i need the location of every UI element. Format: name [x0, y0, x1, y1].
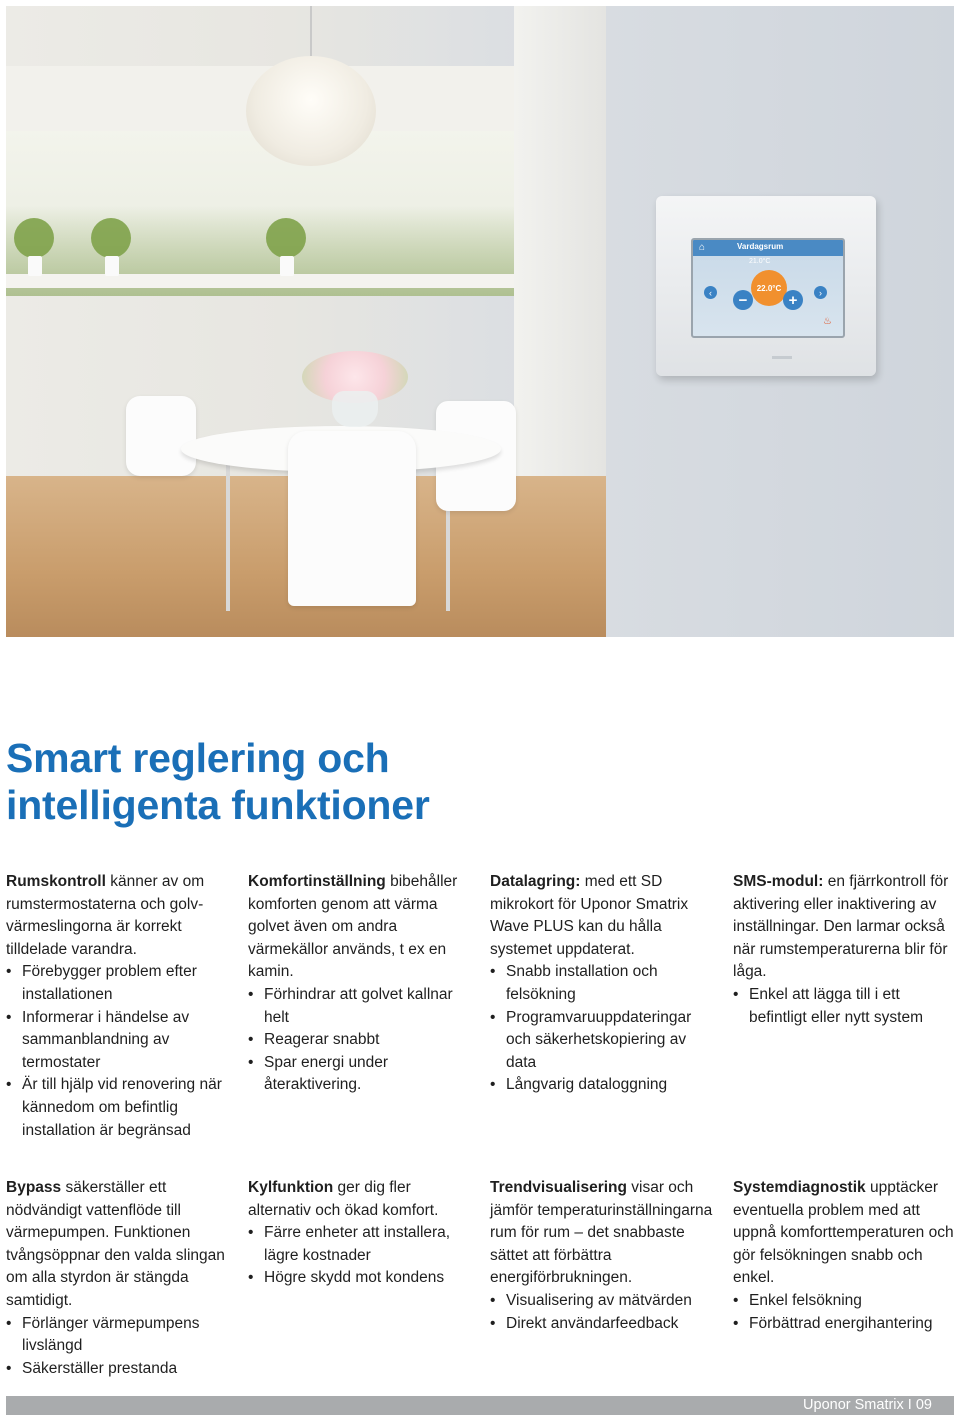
list-item: • Visualisering av mätvärden	[490, 1290, 715, 1313]
list-item: • Färre enheter att installera, lägre kostnader	[248, 1222, 473, 1267]
feature-bullets	[733, 984, 958, 1029]
list-item: • Förhindrar att golvet kallnar helt	[248, 984, 473, 1029]
list-item: • Är till hjälp vid renovering när kännedom om befintlig installation är begränsad	[6, 1074, 231, 1142]
chair	[288, 431, 416, 606]
glass-vase	[332, 391, 378, 427]
pendant-lamp	[246, 56, 376, 166]
setpoint-display: 22.0°C	[751, 270, 787, 306]
feature-bullets	[490, 961, 715, 1097]
feature-intro	[733, 1177, 958, 1290]
increase-button[interactable]: +	[783, 290, 803, 310]
potted-plant	[91, 218, 131, 258]
feature-text: en fjärrkontroll för aktivering eller inaktivering av inställningar. Den larmar också när rumstemperaturerna blir för låga.	[733, 873, 949, 981]
feature-block-systemdiagnostik	[733, 1177, 958, 1335]
potted-plant	[14, 218, 54, 258]
title-line-2: intelligenta funktioner	[6, 782, 430, 828]
feature-bullets	[6, 1313, 231, 1381]
list-item: • Säkerställer prestanda	[6, 1358, 231, 1381]
feature-text: säkerställer ett nödvändigt vattenflöde till värmepumpen. Funktionen tvångsöppnar den valda slingan om alla styrdon är stängda samtidigt.	[6, 1179, 225, 1309]
footer-page-label: Uponor Smatrix I 09	[803, 1397, 932, 1413]
list-item: • Förbättrad energihantering	[733, 1313, 958, 1336]
feature-lead: Datalagring:	[490, 873, 581, 890]
home-icon: ⌂	[699, 242, 706, 253]
feature-lead: Kylfunktion	[248, 1179, 334, 1196]
feature-text: känner av om rumstermostaterna och golvvärmeslingorna är korrekt tilldelade varandra.	[6, 873, 205, 958]
next-arrow-icon[interactable]: ›	[814, 286, 827, 299]
room-name: Vardagsrum	[737, 242, 784, 251]
feature-lead: Komfortinställning	[248, 873, 386, 890]
feature-text: bibehåller komforten genom att värma golvet även om andra värmekällor används, t ex en kamin.	[248, 873, 458, 981]
title-line-1: Smart reglering och	[6, 735, 390, 781]
feature-intro	[248, 1177, 473, 1222]
feature-bullets	[248, 984, 473, 1097]
thermostat-device	[656, 196, 876, 376]
feature-lead: Rumskontroll	[6, 873, 106, 890]
feature-intro	[490, 1177, 715, 1290]
feature-intro	[490, 871, 715, 961]
plant-pot	[280, 256, 294, 276]
list-item: • Förlänger värmepumpens livslängd	[6, 1313, 231, 1358]
feature-bullets	[248, 1222, 473, 1290]
page-footer	[6, 1396, 954, 1415]
page-title	[6, 735, 430, 829]
feature-intro	[6, 1177, 231, 1313]
feature-text: med ett SD mikrokort för Uponor Smatrix Wave PLUS kan du hålla systemet uppdaterat.	[490, 873, 689, 958]
feature-block-komfortinstallning	[248, 871, 473, 1097]
feature-bullets	[490, 1290, 715, 1335]
feature-text: ger dig fler alternativ och ökad komfort.	[248, 1179, 439, 1219]
list-item: • Långvarig dataloggning	[490, 1074, 715, 1097]
list-item: • Informerar i händelse av sammanblandning av termostater	[6, 1007, 231, 1075]
lamp-cord	[310, 6, 312, 61]
list-item: • Enkel felsökning	[733, 1290, 958, 1313]
feature-bullets	[6, 961, 231, 1142]
feature-block-kylfunktion	[248, 1177, 473, 1290]
list-item: • Förebygger problem efter installationen	[6, 961, 231, 1006]
list-item: • Enkel att lägga till i ett befintligt eller nytt system	[733, 984, 958, 1029]
feature-lead: Bypass	[6, 1179, 62, 1196]
previous-arrow-icon[interactable]: ‹	[704, 286, 717, 299]
list-item: • Programvaruuppdateringar och säkerhetskopiering av data	[490, 1007, 715, 1075]
feature-intro	[248, 871, 473, 984]
brand-logo	[772, 356, 792, 359]
list-item: • Snabb installation och felsökning	[490, 961, 715, 1006]
feature-intro	[733, 871, 958, 984]
feature-text: visar och jämför temperaturinställningarna rum för rum – det snabbaste sättet att förbättra energiförbrukningen.	[490, 1179, 713, 1287]
current-temperature: 21.0°C	[749, 258, 771, 265]
list-item: • Högre skydd mot kondens	[248, 1267, 473, 1290]
list-item: • Direkt användarfeedback	[490, 1313, 715, 1336]
list-item: • Spar energi under återaktivering.	[248, 1052, 473, 1097]
feature-lead: Systemdiagnostik	[733, 1179, 866, 1196]
plant-pot	[28, 256, 42, 276]
chair	[126, 396, 196, 476]
decrease-button[interactable]: −	[733, 290, 753, 310]
feature-bullets	[733, 1290, 958, 1335]
feature-block-trendvisualisering	[490, 1177, 715, 1335]
feature-block-bypass	[6, 1177, 231, 1380]
plant-pot	[105, 256, 119, 276]
feature-block-datalagring	[490, 871, 715, 1097]
feature-text: upptäcker eventuella problem med att uppnå komforttemperaturen och gör felsökningen snabb och enkel.	[733, 1179, 954, 1287]
feature-block-sms-modul	[733, 871, 958, 1029]
feature-lead: Trendvisualisering	[490, 1179, 627, 1196]
list-item: • Reagerar snabbt	[248, 1029, 473, 1052]
table-leg	[226, 461, 230, 611]
flame-icon: ♨	[823, 316, 832, 327]
feature-intro	[6, 871, 231, 961]
feature-lead: SMS-modul:	[733, 873, 824, 890]
window-sill	[6, 274, 566, 288]
potted-plant	[266, 218, 306, 258]
feature-block-rumskontroll	[6, 871, 231, 1142]
hero-photo	[6, 6, 954, 637]
